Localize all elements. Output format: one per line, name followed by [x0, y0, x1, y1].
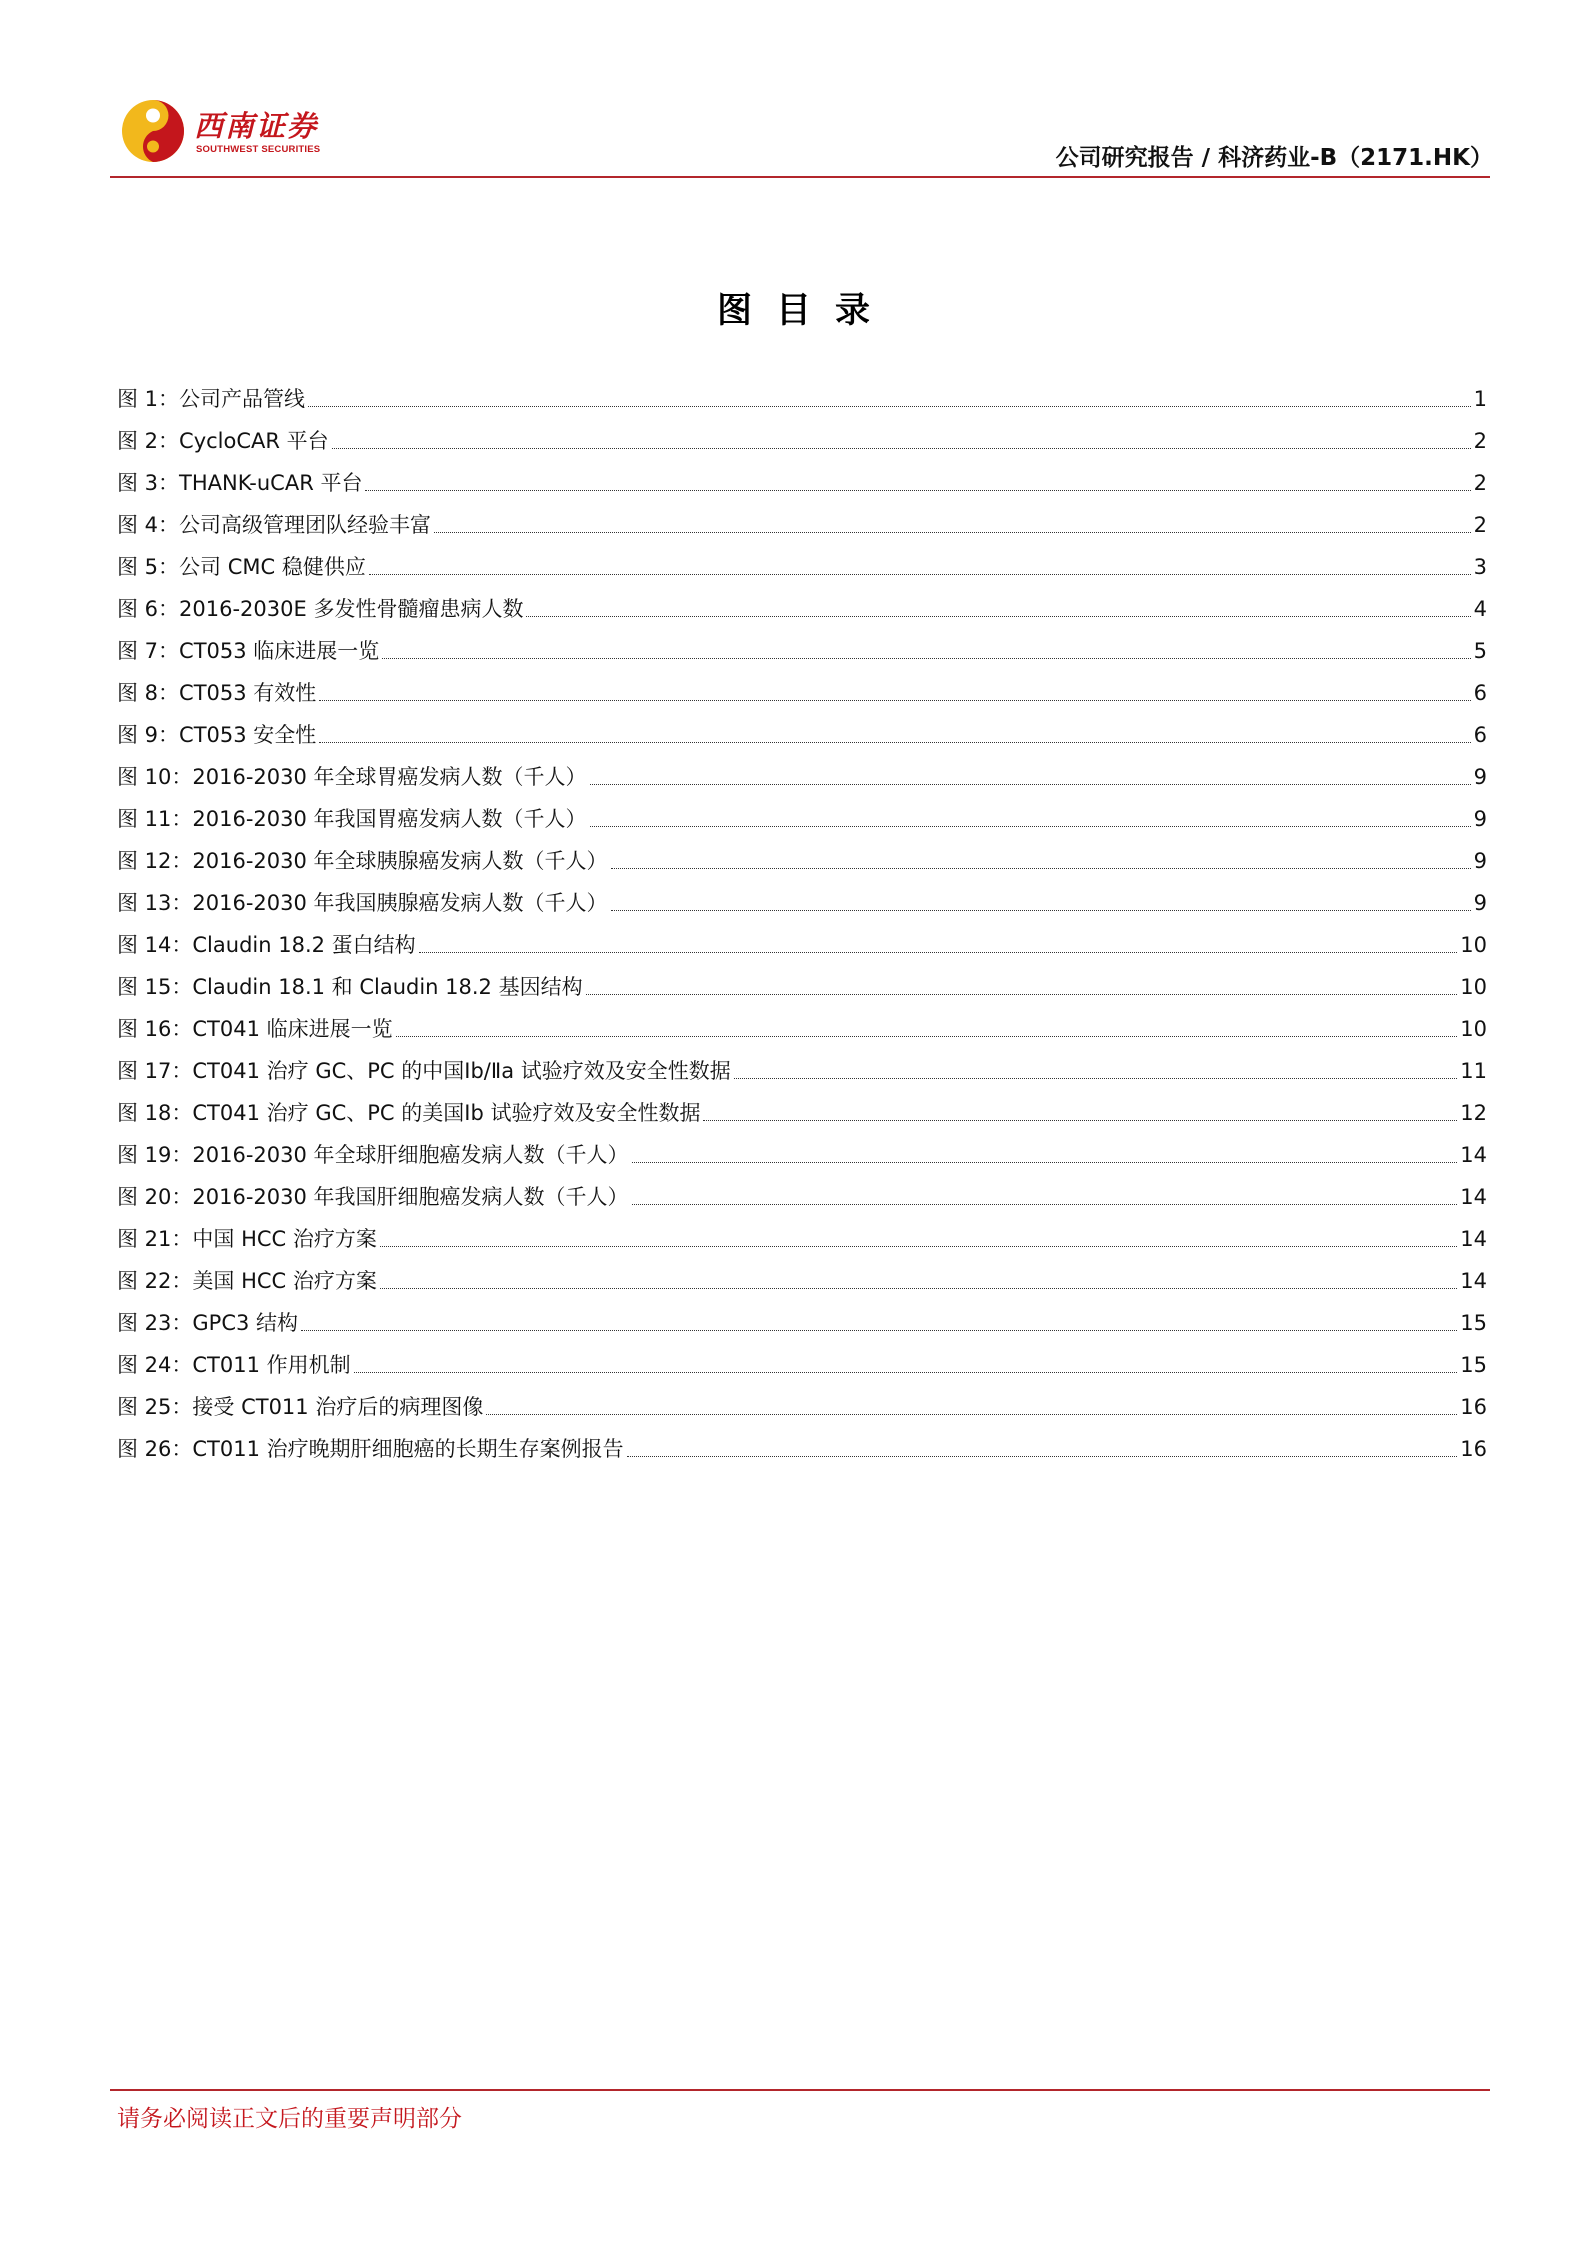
toc-entry-page-number: 10	[1460, 1017, 1487, 1041]
toc-dot-leader	[590, 826, 1471, 827]
toc-entry-label: 图 5：公司 CMC 稳健供应	[117, 555, 366, 579]
toc-entry-page-number: 1	[1473, 387, 1487, 411]
toc-entry-page-number: 5	[1473, 639, 1487, 663]
header-divider	[110, 176, 1490, 178]
toc-entry-label: 图 25：接受 CT011 治疗后的病理图像	[117, 1395, 484, 1419]
toc-dot-leader	[332, 448, 1471, 449]
toc-entry[interactable]	[117, 754, 1487, 796]
toc-entry[interactable]	[117, 628, 1487, 670]
toc-entry[interactable]	[117, 1090, 1487, 1132]
toc-dot-leader	[627, 1456, 1458, 1457]
toc-dot-leader	[369, 574, 1471, 575]
toc-dot-leader	[380, 1288, 1457, 1289]
toc-dot-leader	[526, 616, 1470, 617]
toc-entry[interactable]	[117, 922, 1487, 964]
toc-dot-leader	[611, 910, 1471, 911]
toc-entry-page-number: 6	[1473, 681, 1487, 705]
toc-dot-leader	[308, 406, 1471, 407]
toc-dot-leader	[632, 1204, 1458, 1205]
toc-dot-leader	[396, 1036, 1458, 1037]
brand-name-cn: 西南证券	[194, 109, 319, 143]
toc-dot-leader	[703, 1120, 1457, 1121]
toc-dot-leader	[734, 1078, 1458, 1079]
toc-entry-page-number: 14	[1460, 1143, 1487, 1167]
toc-entry[interactable]	[117, 1384, 1487, 1426]
toc-dot-leader	[434, 532, 1471, 533]
toc-entry-label: 图 15：Claudin 18.1 和 Claudin 18.2 基因结构	[117, 975, 583, 999]
toc-entry[interactable]	[117, 544, 1487, 586]
toc-entry-label: 图 23：GPC3 结构	[117, 1311, 299, 1335]
toc-entry[interactable]	[117, 1174, 1487, 1216]
toc-entry-label: 图 24：CT011 作用机制	[117, 1353, 351, 1377]
toc-entry[interactable]	[117, 1300, 1487, 1342]
toc-entry-page-number: 2	[1473, 513, 1487, 537]
toc-dot-leader	[586, 994, 1458, 995]
toc-entry-label: 图 16：CT041 临床进展一览	[117, 1017, 393, 1041]
toc-dot-leader	[632, 1162, 1458, 1163]
toc-entry-page-number: 15	[1460, 1311, 1487, 1335]
toc-dot-leader	[365, 490, 1470, 491]
toc-entry-label: 图 3：THANK-uCAR 平台	[117, 471, 363, 495]
toc-entry[interactable]	[117, 1216, 1487, 1258]
toc-entry-page-number: 9	[1473, 849, 1487, 873]
toc-entry[interactable]	[117, 1048, 1487, 1090]
toc-entry-label: 图 9：CT053 安全性	[117, 723, 317, 747]
toc-entry-label: 图 6：2016-2030E 多发性骨髓瘤患病人数	[117, 597, 524, 621]
toc-entry-page-number: 14	[1460, 1185, 1487, 1209]
toc-entry-label: 图 4：公司高级管理团队经验丰富	[117, 513, 432, 537]
footer-divider	[110, 2089, 1490, 2091]
toc-dot-leader	[380, 1246, 1457, 1247]
toc-entry-label: 图 1：公司产品管线	[117, 387, 306, 411]
toc-entry-label: 图 8：CT053 有效性	[117, 681, 317, 705]
report-header-title: 公司研究报告 / 科济药业-B（2171.HK）	[1055, 145, 1493, 171]
toc-entry-label: 图 12：2016-2030 年全球胰腺癌发病人数（千人）	[117, 849, 608, 873]
toc-dot-leader	[486, 1414, 1457, 1415]
toc-entry-page-number: 2	[1473, 429, 1487, 453]
brand-logo	[120, 98, 340, 164]
toc-entry[interactable]	[117, 460, 1487, 502]
toc-entry-page-number: 10	[1460, 975, 1487, 999]
toc-entry-page-number: 9	[1473, 807, 1487, 831]
toc-entry-page-number: 14	[1460, 1227, 1487, 1251]
toc-entry-label: 图 18：CT041 治疗 GC、PC 的美国Ⅰb 试验疗效及安全性数据	[117, 1101, 701, 1125]
toc-entry[interactable]	[117, 1426, 1487, 1468]
toc-entry[interactable]	[117, 1258, 1487, 1300]
page-title: 图目录	[716, 290, 894, 331]
toc-entry[interactable]	[117, 1342, 1487, 1384]
toc-dot-leader	[590, 784, 1471, 785]
toc-entry-label: 图 22：美国 HCC 治疗方案	[117, 1269, 377, 1293]
toc-entry[interactable]	[117, 712, 1487, 754]
toc-entry-page-number: 11	[1460, 1059, 1487, 1083]
toc-entry[interactable]	[117, 1006, 1487, 1048]
toc-entry[interactable]	[117, 376, 1487, 418]
footer-disclaimer: 请务必阅读正文后的重要声明部分	[117, 2106, 462, 2132]
toc-entry-page-number: 9	[1473, 891, 1487, 915]
toc-entry-label: 图 19：2016-2030 年全球肝细胞癌发病人数（千人）	[117, 1143, 629, 1167]
toc-entry-page-number: 12	[1460, 1101, 1487, 1125]
toc-entry-label: 图 11：2016-2030 年我国胃癌发病人数（千人）	[117, 807, 587, 831]
toc-entry-page-number: 2	[1473, 471, 1487, 495]
toc-entry-page-number: 16	[1460, 1395, 1487, 1419]
toc-entry[interactable]	[117, 838, 1487, 880]
toc-dot-leader	[354, 1372, 1458, 1373]
toc-entry-page-number: 3	[1473, 555, 1487, 579]
toc-dot-leader	[382, 658, 1470, 659]
toc-entry-page-number: 14	[1460, 1269, 1487, 1293]
brand-name-en: SOUTHWEST SECURITIES	[196, 144, 321, 155]
toc-entry-page-number: 9	[1473, 765, 1487, 789]
toc-dot-leader	[301, 1330, 1457, 1331]
toc-entry[interactable]	[117, 670, 1487, 712]
toc-entry-label: 图 17：CT041 治疗 GC、PC 的中国Ⅰb/Ⅱa 试验疗效及安全性数据	[117, 1059, 731, 1083]
toc-entry-label: 图 21：中国 HCC 治疗方案	[117, 1227, 377, 1251]
toc-entry[interactable]	[117, 796, 1487, 838]
brand-logo-icon	[120, 98, 186, 164]
toc-dot-leader	[419, 952, 1458, 953]
toc-entry-page-number: 15	[1460, 1353, 1487, 1377]
toc-entry[interactable]	[117, 964, 1487, 1006]
toc-entry[interactable]	[117, 586, 1487, 628]
toc-entry-page-number: 6	[1473, 723, 1487, 747]
toc-entry[interactable]	[117, 1132, 1487, 1174]
toc-entry-label: 图 10：2016-2030 年全球胃癌发病人数（千人）	[117, 765, 587, 789]
toc-entry-page-number: 10	[1460, 933, 1487, 957]
toc-entry-label: 图 14：Claudin 18.2 蛋白结构	[117, 933, 416, 957]
toc-entry-label: 图 13：2016-2030 年我国胰腺癌发病人数（千人）	[117, 891, 608, 915]
toc-entry-page-number: 4	[1473, 597, 1487, 621]
toc-entry-label: 图 7：CT053 临床进展一览	[117, 639, 380, 663]
figure-table-of-contents	[117, 376, 1487, 1468]
toc-entry-label: 图 2：CycloCAR 平台	[117, 429, 329, 453]
toc-entry[interactable]	[117, 418, 1487, 460]
toc-entry-page-number: 16	[1460, 1437, 1487, 1461]
toc-entry[interactable]	[117, 502, 1487, 544]
toc-dot-leader	[319, 700, 1470, 701]
toc-entry-label: 图 26：CT011 治疗晚期肝细胞癌的长期生存案例报告	[117, 1437, 624, 1461]
toc-dot-leader	[611, 868, 1471, 869]
toc-entry[interactable]	[117, 880, 1487, 922]
toc-dot-leader	[319, 742, 1470, 743]
toc-entry-label: 图 20：2016-2030 年我国肝细胞癌发病人数（千人）	[117, 1185, 629, 1209]
